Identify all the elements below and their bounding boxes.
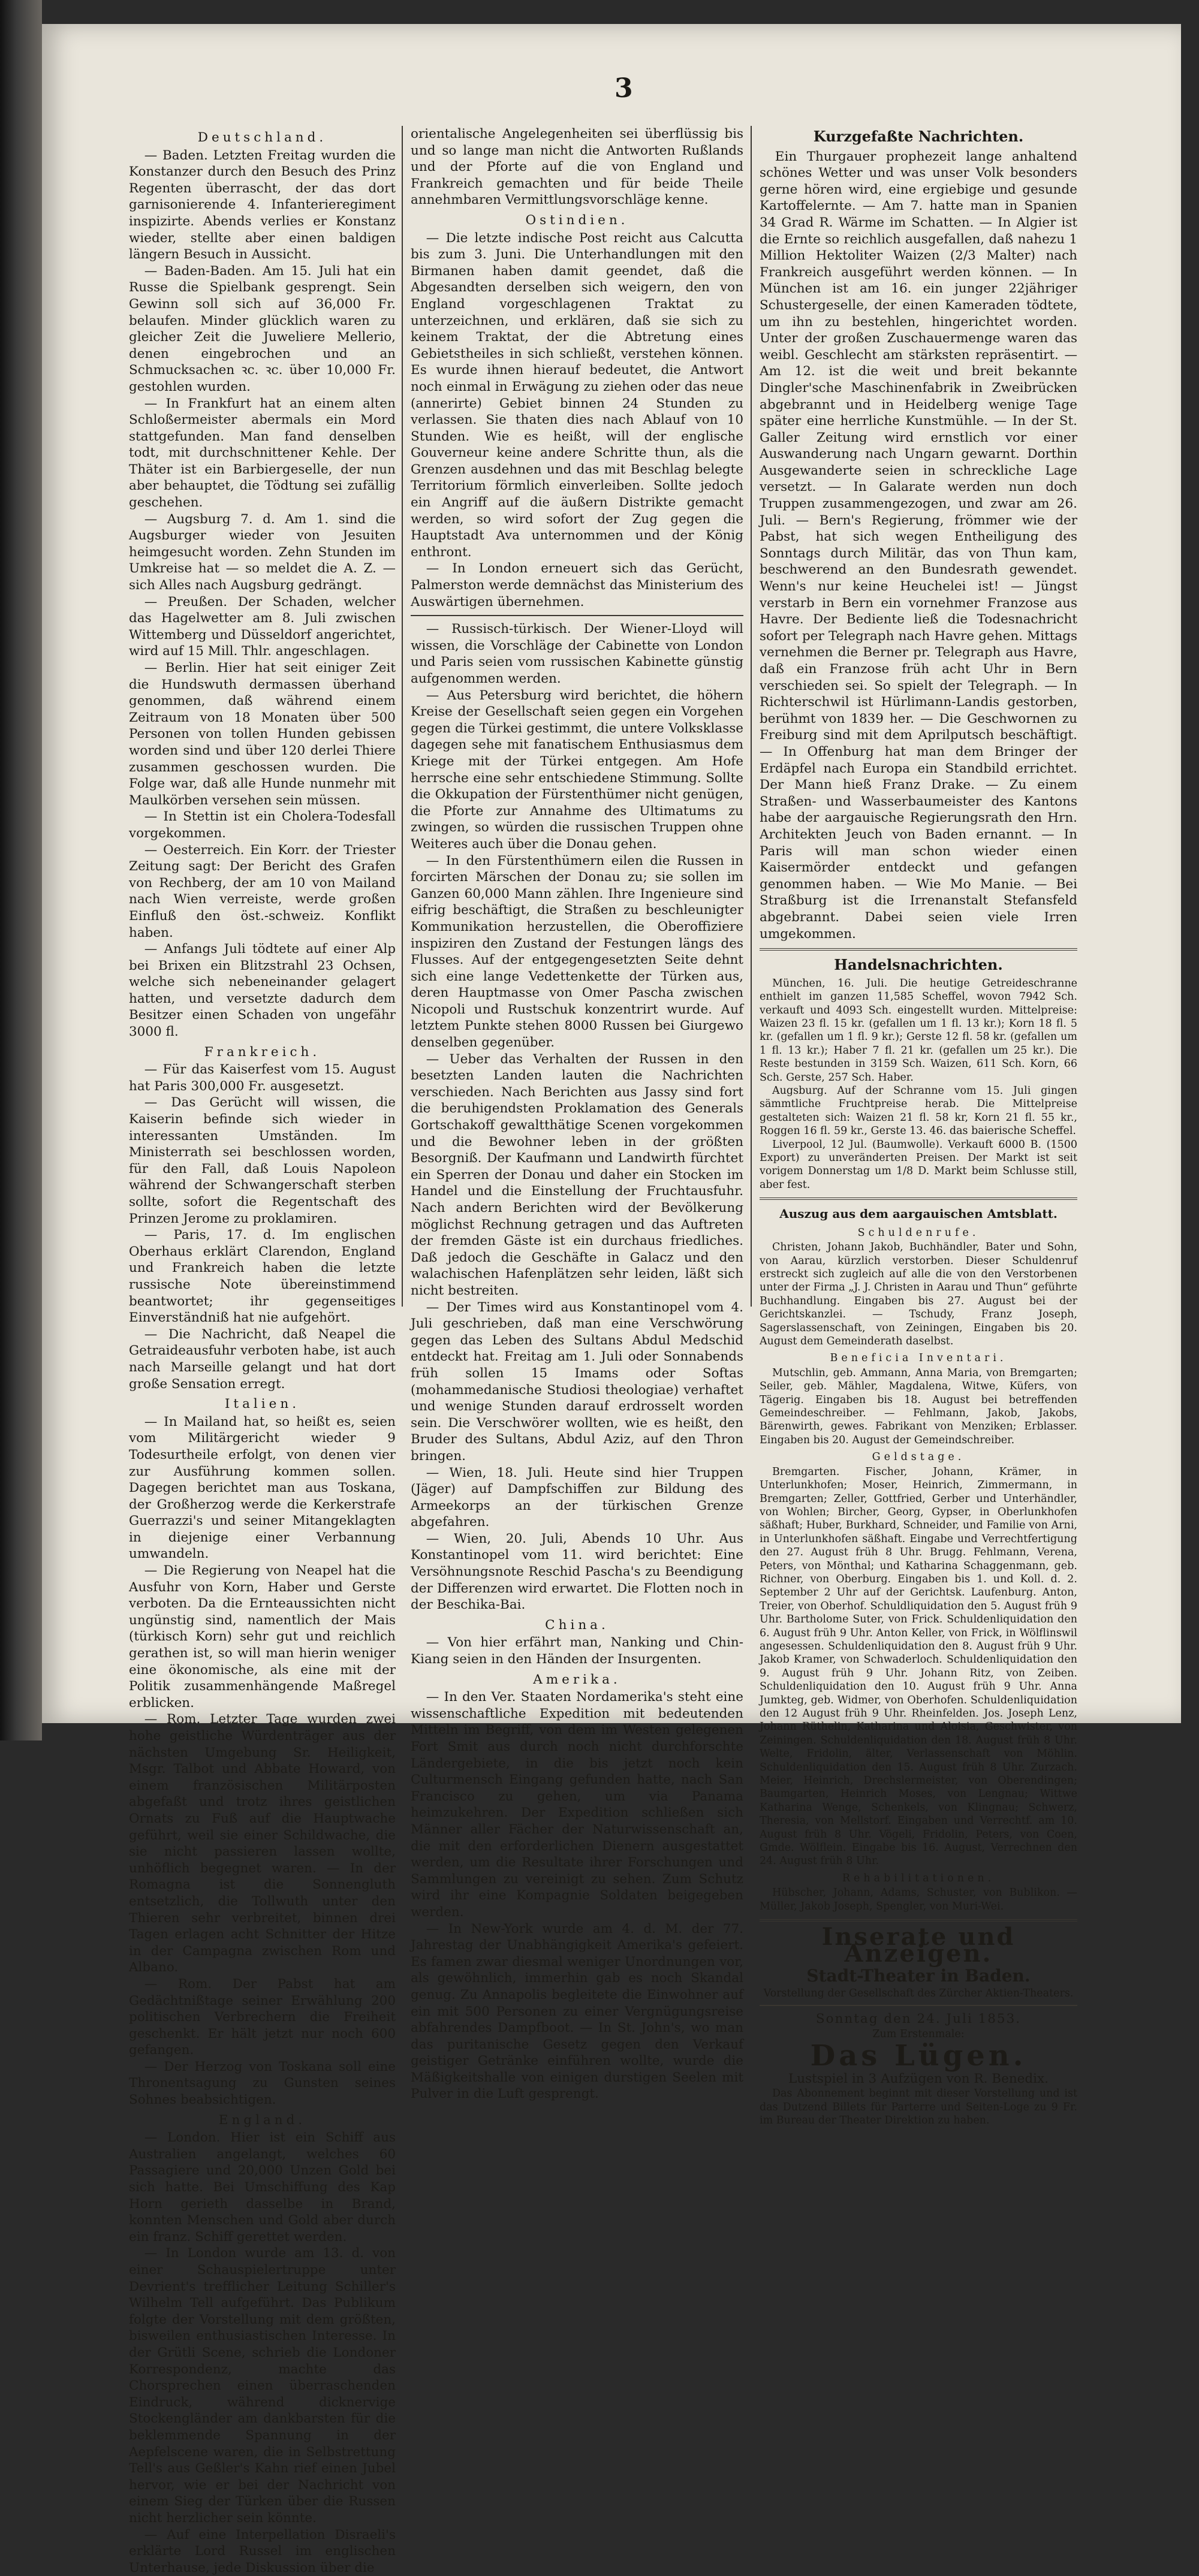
performance-date: Sonntag den 24. Juli 1853. <box>760 2011 1077 2028</box>
article: — In Mailand hat, so heißt es, seien vom Militärgericht wieder 9 Todesurtheile erfolgt, von denen vier zur Ausführung kommen sollen. Dagegen berichtet man aus Toskana, der Großherzog werde die Kerkerstrafe Guerrazzi's und seiner Mitangeklagten in diejenige einer Verbannung umwandeln. <box>129 1414 396 1563</box>
column-3 <box>760 126 1077 2128</box>
divider <box>760 2005 1077 2006</box>
play-title: Das Lügen. <box>760 2048 1077 2065</box>
section-heading: Handelsnachrichten. <box>760 957 1077 973</box>
article: — London. Hier ist ein Schiff aus Australien angelangt, welches 60 Passagiere und 20,000 Unzen Gold bei sich hatte. Bei Umschiffung des Kap Horn gerieth dasselbe in Brand, konnten Menschen und Gold aber durch ein franz. Schiff gerettet werden. <box>129 2129 396 2245</box>
article: — In den Fürstenthümern eilen die Russen in forcirten Märschen der Donau zu; sie sollen im Ganzen 60,000 Mann zählen. Ihre Ingenieure sind eifrig beschäftigt, die Straßen zu beschleunigter Kommunikation herzustellen, die Oberoffiziere inspiziren den Zustand der Festungen längs des Flusses. Auf der entgegengesetzten Seite dehnt sich eine lange Vedettenkette der Türken aus, deren Hauptmasse von Omer Pascha zwischen Nicopoli und Rustschuk konzentrirt wurde. Auf letztem Punkte stehen 8000 Russen bei Giurgewo denselben gegenüber. <box>411 853 743 1051</box>
theater-title: Stadt-Theater in Baden. <box>760 1968 1077 1984</box>
subheading: Geldstage. <box>760 1450 1077 1464</box>
article: — Oesterreich. Ein Korr. der Triester Zeitung sagt: Der Bericht des Grafen von Rechberg, der am 10 von Mailand nach Wien verreiste, werde großen Einfluß den öst.-schweiz. Konflikt haben. <box>129 842 396 942</box>
newspaper-page <box>42 24 1181 1723</box>
theater-subtitle: Vorstellung der Gesellschaft des Zürcher Aktien-Theaters. <box>760 1987 1077 2000</box>
article: — Der Herzog von Toskana soll eine Thronentsagung zu Gunsten seines Sohnes beabsichtigen. <box>129 2059 396 2109</box>
article: — Für das Kaiserfest vom 15. August hat Paris 300,000 Fr. ausgesetzt. <box>129 1061 396 1094</box>
article: — Paris, 17. d. Im englischen Oberhaus erklärt Clarendon, England und Frankreich haben die letzte russische Note übereinstimmend beantwortet; ihr gegenseitiges Einverständniß hat nie aufgehört. <box>129 1227 396 1326</box>
article: — In den Ver. Staaten Nordamerika's steht eine wissenschaftliche Expedition mit bedeutenden Mitteln im Begriff, von dem im Westen gelegenen Fort Smit aus durch noch nicht durchforschte Ländergebiete, in die bis jetzt noch kein Culturmensch Eingang gefunden hatte, nach San Francisco zu gehen, um via Panama heimzukehren. Der Expedition schließen sich Männer aller Fächer der Naturwissenschaft an, die mit den erforderlichen Dienern ausgestattet werden, um die Resultate ihrer Forschungen und Sammlungen zu vereinigt zu sehen. Zum Schutz wird ihr eine Kompagnie Soldaten beigegeben werden. <box>411 1689 743 1920</box>
article: orientalische Angelegenheiten sei überflüssig bis und so lange man nicht die Antworten Rußlands und der Pforte auf die von England und Frankreich gemachten und für beide Theile annehmbaren Vermittlungsvorschläge kenne. <box>411 126 743 209</box>
article: — Russisch-türkisch. Der Wiener-Lloyd will wissen, die Vorschläge der Cabinette von London und Paris seien vom russischen Kabinette günstig aufgenommen werden. <box>411 621 743 687</box>
article: — In Frankfurt hat an einem alten Schloßermeister abermals ein Mord stattgefunden. Man fand denselben todt, mit durchschnittener Kehle. Der Thäter ist ein Barbiergeselle, der nun aber behauptet, die Tödtung sei zufällig geschehen. <box>129 396 396 511</box>
article: — In New-York wurde am 4. d. M. der 77. Jahrestag der Unabhängigkeit Amerika's gefeiert. Es famen zwar diesmal weniger Unordnungen vor, als gewöhnlich, immerhin gab es noch Skandal genug. Zu Annapolis begleitete die Einwohner auf ein mit 500 Personen zu einer Vergnügungsreise abfahrendes Dampfboot. — In St. John's, wo man das puritanische Gesetz gegen den Verkauf geistiger Getränke einführen wollte, wurde die Mäßigkeitshalle von einigen durstigen Seelen mit Pulver in die Luft gesprengt. <box>411 1921 743 2103</box>
article: Christen, Johann Jakob, Buchhändler, Bater und Sohn, von Aarau, kürzlich verstorben. Dieser Schuldenruf erstreckt sich zugleich auf alle die von den Verstorbenen unter der Firma „J. J. Christen in Aarau und Thun“ geführte Buchhandlung. Eingaben bis 27. August bei der Gerichtskanzlei. — Tschudy, Franz Joseph, Sagerslassenschaft, von Zeiningen, Eingaben bis 20. August dem Gemeinderath daselbst. <box>760 1241 1077 1348</box>
article: — Rom. Letzter Tage wurden zwei hohe geistliche Würdenträger aus der nächsten Umgebung Sr. Heiligkeit, Msgr. Talbot und Abbate Howard, von einem französischen Militärposten abgefaßt und trotz ihres geistlichen Ornats zu Fuß auf die Hauptwache geführt, weil sie einer Schildwache, die sie nicht passieren lassen wollte, unhöflich begegnet waren. — In der Romagna ist die Sonnengluth entsetzlich, die Tollwuth unter den Thieren sehr verbreitet, binnen drei Tagen erlagen acht Schnitter der Hitze in der Campagna zwischen Rom und Albano. <box>129 1711 396 1976</box>
article: — Von hier erfährt man, Nanking und Chin-Kiang seien in den Händen der Insurgenten. <box>411 1634 743 1667</box>
article: Hübscher, Johann, Adams, Schuster, von Bublikon. — Müller, Jakob Joseph, Spengler, von Muri-Wei. <box>760 1886 1077 1913</box>
article: — Das Gerücht will wissen, die Kaiserin befinde sich wieder in interessanten Umständen. Im Ministerrath sei beschlossen worden, für den Fall, daß Louis Napoleon während der Schwangerschaft sterben sollte, sofort die Regentschaft des Prinzen Jerome zu proklamiren. <box>129 1094 396 1227</box>
article: — Der Times wird aus Konstantinopel vom 4. Juli geschrieben, daß man eine Verschwörung gegen das Leben des Sultans Abdul Medschid entdeckt hat. Freitag am 1. Juli oder Sonnabends früh sollen 15 Imams oder Softas (mohammedanische Studiosi theologiae) verhaftet und wenige Stunden darauf erdrosselt worden sein. Die Verschwörer wollten, wie es heißt, den Bruder des Sultans, Abdul Aziz, auf den Thron bringen. <box>411 1299 743 1465</box>
scanner-edge <box>0 0 42 1741</box>
section-heading: Auszug aus dem aargauischen Amtsblatt. <box>760 1206 1077 1223</box>
article: — Wien, 18. Juli. Heute sind hier Truppen (Jäger) auf Dampfschiffen zur Bildung des Armeekorps an der türkischen Grenze abgefahren. <box>411 1465 743 1531</box>
play-subtitle: Lustspiel in 3 Aufzügen von R. Benedix. <box>760 2071 1077 2088</box>
article: — Rom. Der Pabst hat am Gedächtnißtage seiner Erwählung 200 politischen Verbrechern die Freiheit geschenkt. Er hält jetzt nur noch 600 gefangen. <box>129 1976 396 2059</box>
article: — Auf eine Interpellation Disraeli's erklärte Lord Russel im englischen Unterhause, jede Diskussion über die <box>129 2527 396 2576</box>
article: — Die Nachricht, daß Neapel die Getraideausfuhr verboten habe, ist auch nach Marseille gelangt und hat dort große Sensation erregt. <box>129 1326 396 1392</box>
section-heading: China. <box>411 1617 743 1634</box>
article: Mutschlin, geb. Ammann, Anna Maria, von Bremgarten; Seiler, geb. Mähler, Magdalena, Witwe, Küfers, von Tägerig. Eingaben bis 18. August bei betreffenden Gemeindeschreiber. — Fehlmann, Jakob, Jakobs, Bärenwirth, gewes. Fabrikant von Menziken; Erblasser. Eingaben bis 20. August der Gemeindschreiber. <box>760 1367 1077 1447</box>
section-heading: Deutschland. <box>129 129 396 146</box>
section-heading: Italien. <box>129 1396 396 1413</box>
section-heading: Frankreich. <box>129 1044 396 1061</box>
divider <box>760 1197 1077 1200</box>
article: — Baden. Letzten Freitag wurden die Konstanzer durch den Besuch des Prinz Regenten überrascht, der das dort garnisonierende 4. Infanterieregiment inspizirte. Abends verlies er Konstanz wieder, stellte aber einen baldigen längern Besuch in Aussicht. <box>129 147 396 263</box>
article: Augsburg. Auf der Schranne vom 15. Juli gingen sämmtliche Fruchtpreise herab. Die Mittelpreise gestalteten sich: Waizen 21 fl. 58 kr, Korn 21 fl. 55 kr., Roggen 16 fl. 59 kr., Gerste 13. 46. das baierische Scheffel. <box>760 1084 1077 1138</box>
article: — In London erneuert sich das Gerücht, Palmerston werde demnächst das Ministerium des Auswärtigen übernehmen. <box>411 560 743 610</box>
subheading: Beneficia Inventari. <box>760 1352 1077 1365</box>
page-number: 3 <box>614 73 633 104</box>
section-heading: Ostindien. <box>411 212 743 229</box>
divider <box>760 1919 1077 1922</box>
article: — Aus Petersburg wird berichtet, die höhern Kreise der Gesellschaft seien gegen ein Vorgehen gegen die Türkei gestimmt, die untere Volksklasse dagegen sehe mit fanatischem Enthusiasmus dem Kriege mit der Türkei entgegen. Am Hofe herrsche eine sehr entschiedene Stimmung. Sollte die Okkupation der Fürstenthümer nicht genügen, die Pforte zur Annahme des Ultimatums zu zwingen, so würden die russischen Truppen ohne Weiteres auch über die Donau gehen. <box>411 687 743 853</box>
section-heading: Amerika. <box>411 1672 743 1688</box>
article: — Preußen. Der Schaden, welcher das Hagelwetter am 8. Juli zwischen Wittemberg und Düsseldorf angerichtet, wird auf 15 Mill. Thlr. angeschlagen. <box>129 594 396 660</box>
ticket-note: Das Abonnement beginnt mit dieser Vorstellung und ist das Dutzend Billets für Parterre und Seiten-Loge zu 9 Fr. im Bureau der Theater Direktion zu haben. <box>760 2087 1077 2127</box>
article: — Wien, 20. Juli, Abends 10 Uhr. Aus Konstantinopel vom 11. wird berichtet: Eine Versöhnungsnote Reschid Pascha's zu Beendigung der Differenzen wird erwartet. Die Flotten noch in der Beschika-Bai. <box>411 1531 743 1613</box>
article: — Augsburg 7. d. Am 1. sind die Augsburger wieder von Jesuiten heimgesucht worden. Zehn Stunden im Umkreise hat — so meldet die A. Z. — sich Alles nach Augsburg gedrängt. <box>129 511 396 594</box>
article: Bremgarten. Fischer, Johann, Krämer, in Unterlunkhofen; Moser, Heinrich, Zimmermann, in Bremgarten; Zeller, Gottfried, Gerber und Unterhändler, von Wohlen; Bircher, Georg, Gypser, in Oberlunkhofen säßhaft; Huber, Burkhard, Schneider, und Familie von Arni, in Unterlunkhofen säßhaft. Eingabe und Verrechtfertigung den 27. August früh 8 Uhr. Brugg. Fehlmann, Verena, Peters, von Mönthal; und Katharina Schaggenmann, geb. Richner, von Oberburg. Eingaben bis 1. und Koll. d. 2. September 2 Uhr auf der Gerichtsk. Laufenburg. Anton, Treier, von Oberhof. Schuldliquidation den 5. August früh 9 Uhr. Bartholome Suter, von Frick. Schuldenliquidation den 6. August früh 9 Uhr. Anton Keller, von Frick, in Wölflinswil angesessen. Schuldenliquidation den 8. August früh 9 Uhr. Jakob Kramer, von Schwaderloch. Schuldenliquidation den 9. August früh 9 Uhr. Johann Ritz, von Zeiben. Schuldenliquidation den 10. August früh 9 Uhr. Anna Jumkteg, geb. Widmer, von Oberhofen. Schuldenliquidation den 12 August früh 9 Uhr. Rheinfelden. Jos. Joseph Lenz, Johann Rüthelin, Katharina und Aloisia, Geschwister, von Zeiningen. Schuldenliquidation den 18. August früh 8 Uhr. Welte, Fridolin, älter, Verlassenschaft von Möhlin. Schuldenliquidation den 15. August früh 8 Uhr. Zurzach. Meier, Heinrich, Drechslermeister, von Oberendingen; Baumgarten, Heinrich Moses, von Lengnau; Wittwe Katharina Wenge, Schenkels, von Klingnau; Schwerz, Theresia, von Mellstorf. Eingaben und Verrechtf. am 10. August früh 8 Uhr. Vögeli, Fridolin, Peters, von Coen, Gmde. Wölflein. Eingabe bis 16. August, Verrechnen den 24. August früh 8 Uhr. <box>760 1465 1077 1868</box>
divider <box>411 615 743 616</box>
column-1 <box>129 126 396 2576</box>
column-2 <box>411 126 743 2103</box>
subheading: Schuldenrufe. <box>760 1226 1077 1239</box>
section-heading: Kurzgefaßte Nachrichten. <box>760 128 1077 145</box>
column-rule <box>751 126 752 1307</box>
article: — Ueber das Verhalten der Russen in den besetzten Landen lauten die Nachrichten verschieden. Nach Berichten aus Jassy sind fort die beruhigendsten Proklamation des Generals Gortschakoff gewaltthätige Scenen vorgekommen und die Bewohner leben in der größten Besorgniß. Der Kaufmann und Landwirth fürchtet ein Sperren der Donau und daher ein Stocken im Handel und die Einstellung der Fruchtausfuhr. Nach andern Berichten wird der Bevölkerung möglichst Rechnung getragen und das Auftreten der fremden Gäste ist ein durchaus friedliches. Daß jedoch die Geschäfte in Galacz und den walachischen Hafenplätzen sehr leiden, läßt sich nicht bestreiten. <box>411 1051 743 1299</box>
article: — Die letzte indische Post reicht aus Calcutta bis zum 3. Juni. Die Unterhandlungen mit den Birmanen haben damit geendet, daß die Abgesandten derselben sich weigern, den von England vorgeschlagenen Traktat zu unterzeichnen, und erklären, daß sie sich zu keinem Traktat, der die Abtretung eines Gebietstheiles in sich schließt, verstehen können. Es wurde ihnen hierauf bedeutet, die Antwort noch einmal in Erwägung zu ziehen oder das neue (annerirte) Gebiet binnen 24 Stunden zu verlassen. Sie thaten dies nach Ablauf von 10 Stunden. Wie es heißt, will der englische Gouverneur keine andere Schritte thun, als die Grenzen ausdehnen und das mit Beschlag belegte Territorium förmlich einverleiben. Sollte jedoch ein Angriff auf die äußern Distrikte gemacht werden, so wird sofort der Zug gegen die Hauptstadt Ava unternommen und der König enthront. <box>411 230 743 561</box>
article: Ein Thurgauer prophezeit lange anhaltend schönes Wetter und was unser Volk besonders gerne hören wird, eine ergiebige und gesunde Kartoffelernte. — Am 7. hatte man in Spanien 34 Grad R. Wärme im Schatten. — In Algier ist die Ernte so reichlich ausgefallen, daß nahezu 1 Million Hektoliter Waizen (2/3 Malter) nach Frankreich ausgeführt werden können. — In München ist am 16. ein junger 22jähriger Schustergeselle, der einen Kameraden tödtete, um ihn zu bestehlen, hingerichtet worden. Unter der großen Zuschauermenge waren das weibl. Geschlecht am stärksten repräsentirt. — Am 12. ist die weit und breit bekannte Dingler'sche Maschinenfabrik in Zweibrücken abgebrannt und in Heidelberg wenige Tage später eine herrliche Kunstmühle. — In der St. Galler Zeitung wird ernstlich vor einer Auswanderung nach Ungarn gewarnt. Dorthin Ausgewanderte seien in schreckliche Lage versetzt. — In Galarate werden nun doch Truppen zusammengezogen, und zwar am 26. Juli. — Bern's Regierung, frömmer wie der Pabst, hat sich wegen Entheiligung des Sonntags durch Militär, das von Thun kam, beschwerend an den Bundesrath gewendet. Wenn's nur keine Heuchelei ist! — Jüngst verstarb in Bern ein vornehmer Franzose aus Havre. Der Bediente ließ die Todesnachricht sofort per Telegraph nach Havre gehen. Mittags vernehmen die Berner pr. Telegraph aus Havre, daß ein Franzose früh acht Uhr in Bern verschieden sei. So spielt der Telegraph. — In Richterschwil ist Hürlimann-Landis gestorben, berühmt von 1839 her. — Die Geschwornen zu Freiburg sind mit dem Aprilputsch beschäftigt. — In Offenburg hat man dem Bringer der Erdäpfel nach Europa ein Standbild errichtet. Der Mann hieß Franz Drake. — Zu einem Straßen- und Wasserbaumeister des Kantons habe der aargauische Regierungsrath den Hrn. Architekten Jeuch von Baden ernannt. — In Paris will man schon wieder einen Kaisermörder entdeckt und gefangen genommen haben. — Wie Mo Manie. — Bei Straßburg ist die Irrenanstalt Stefansfeld abgebrannt. Dabei seien viele Irren umgekommen. <box>760 149 1077 943</box>
article: München, 16. Juli. Die heutige Getreideschranne enthielt im ganzen 11,585 Scheffel, wovon 7942 Sch. verkauft und 4093 Sch. eingestellt wurden. Mittelpreise: Waizen 23 fl. 15 kr. (gefallen um 1 fl. 13 kr.); Korn 18 fl. 5 kr. (gefallen um 1 fl. 9 kr.); Gerste 12 fl. 58 kr. (gefallen um 1 fl. 13 kr.); Haber 7 fl. 21 kr. (gefallen um 25 kr.). Die Reste bestunden in 3159 Sch. Waizen, 611 Sch. Korn, 66 Sch. Gerste, 257 Sch. Haber. <box>760 977 1077 1084</box>
subheading: Rehabilitationen. <box>760 1872 1077 1885</box>
ads-heading: Inserate und Anzeigen. <box>760 1929 1077 1962</box>
article: — Berlin. Hier hat seit einiger Zeit die Hundswuth dermassen überhand genommen, daß während einem Zeitraum von 18 Monaten über 500 Personen von tollen Hunden gebissen worden sind und über 120 derlei Thiere zusammen geschossen wurden. Die Folge war, daß alle Hunde nunmehr mit Maulkörben versehen sein müssen. <box>129 660 396 809</box>
column-rule <box>402 126 403 1307</box>
article: Liverpool, 12 Jul. (Baumwolle). Verkauft 6000 B. (1500 Export) zu unveränderten Preisen. Der Markt ist seit vorigem Donnerstag um 1/8 D. Markt beim Schlusse still, aber fest. <box>760 1138 1077 1192</box>
section-heading: England. <box>129 2112 396 2129</box>
article: — Die Regierung von Neapel hat die Ausfuhr von Korn, Haber und Gerste verboten. Da die Ernteaussichten nicht ungünstig sind, namentlich der Mais (türkisch Korn) sehr gut und reichlich gerathen ist, so will man hierin weniger eine ökonomische, als eine mit der Politik zusammenhängende Maßregel erblicken. <box>129 1563 396 1711</box>
article: — In Stettin ist ein Cholera-Todesfall vorgekommen. <box>129 809 396 841</box>
premiere-note: Zum Erstenmale: <box>760 2028 1077 2041</box>
article: — Baden-Baden. Am 15. Juli hat ein Russe die Spielbank gesprengt. Sein Gewinn soll sich auf 36,000 Fr. belaufen. Minder glücklich waren zu gleicher Zeit die Juweliere Mellerio, denen eingebrochen und an Schmucksachen ꝛc. ꝛc. über 10,000 Fr. gestohlen wurden. <box>129 263 396 396</box>
article: — In London wurde am 13. d. von einer Schauspielertruppe unter Devrient's trefflicher Leitung Schiller's Wilhelm Tell aufgeführt. Das Publikum folgte der Vorstellung mit dem größten, bisweilen enthusiastischen Interesse. In der Grütli Scene, schrieb die Londoner Korrespondenz, machte das Chorsprechen einen überraschenden Eindruck, während dicknervige Stockengländer am dankbarsten für die beklemmende Spannung in der Aepfelscene waren, die in Selbstrettung Tell's aus Geßler's Kahn rief einen Jubel hervor, wie er bei der Nachricht von einem Sieg der Türken über die Russen nicht herzlicher sein könnte. <box>129 2245 396 2526</box>
divider <box>760 948 1077 951</box>
article: — Anfangs Juli tödtete auf einer Alp bei Brixen ein Blitzstrahl 23 Ochsen, welche sich nebeneinander gelagert hatten, und versetzte dadurch dem Besitzer einen Schaden von ungefähr 3000 fl. <box>129 941 396 1040</box>
